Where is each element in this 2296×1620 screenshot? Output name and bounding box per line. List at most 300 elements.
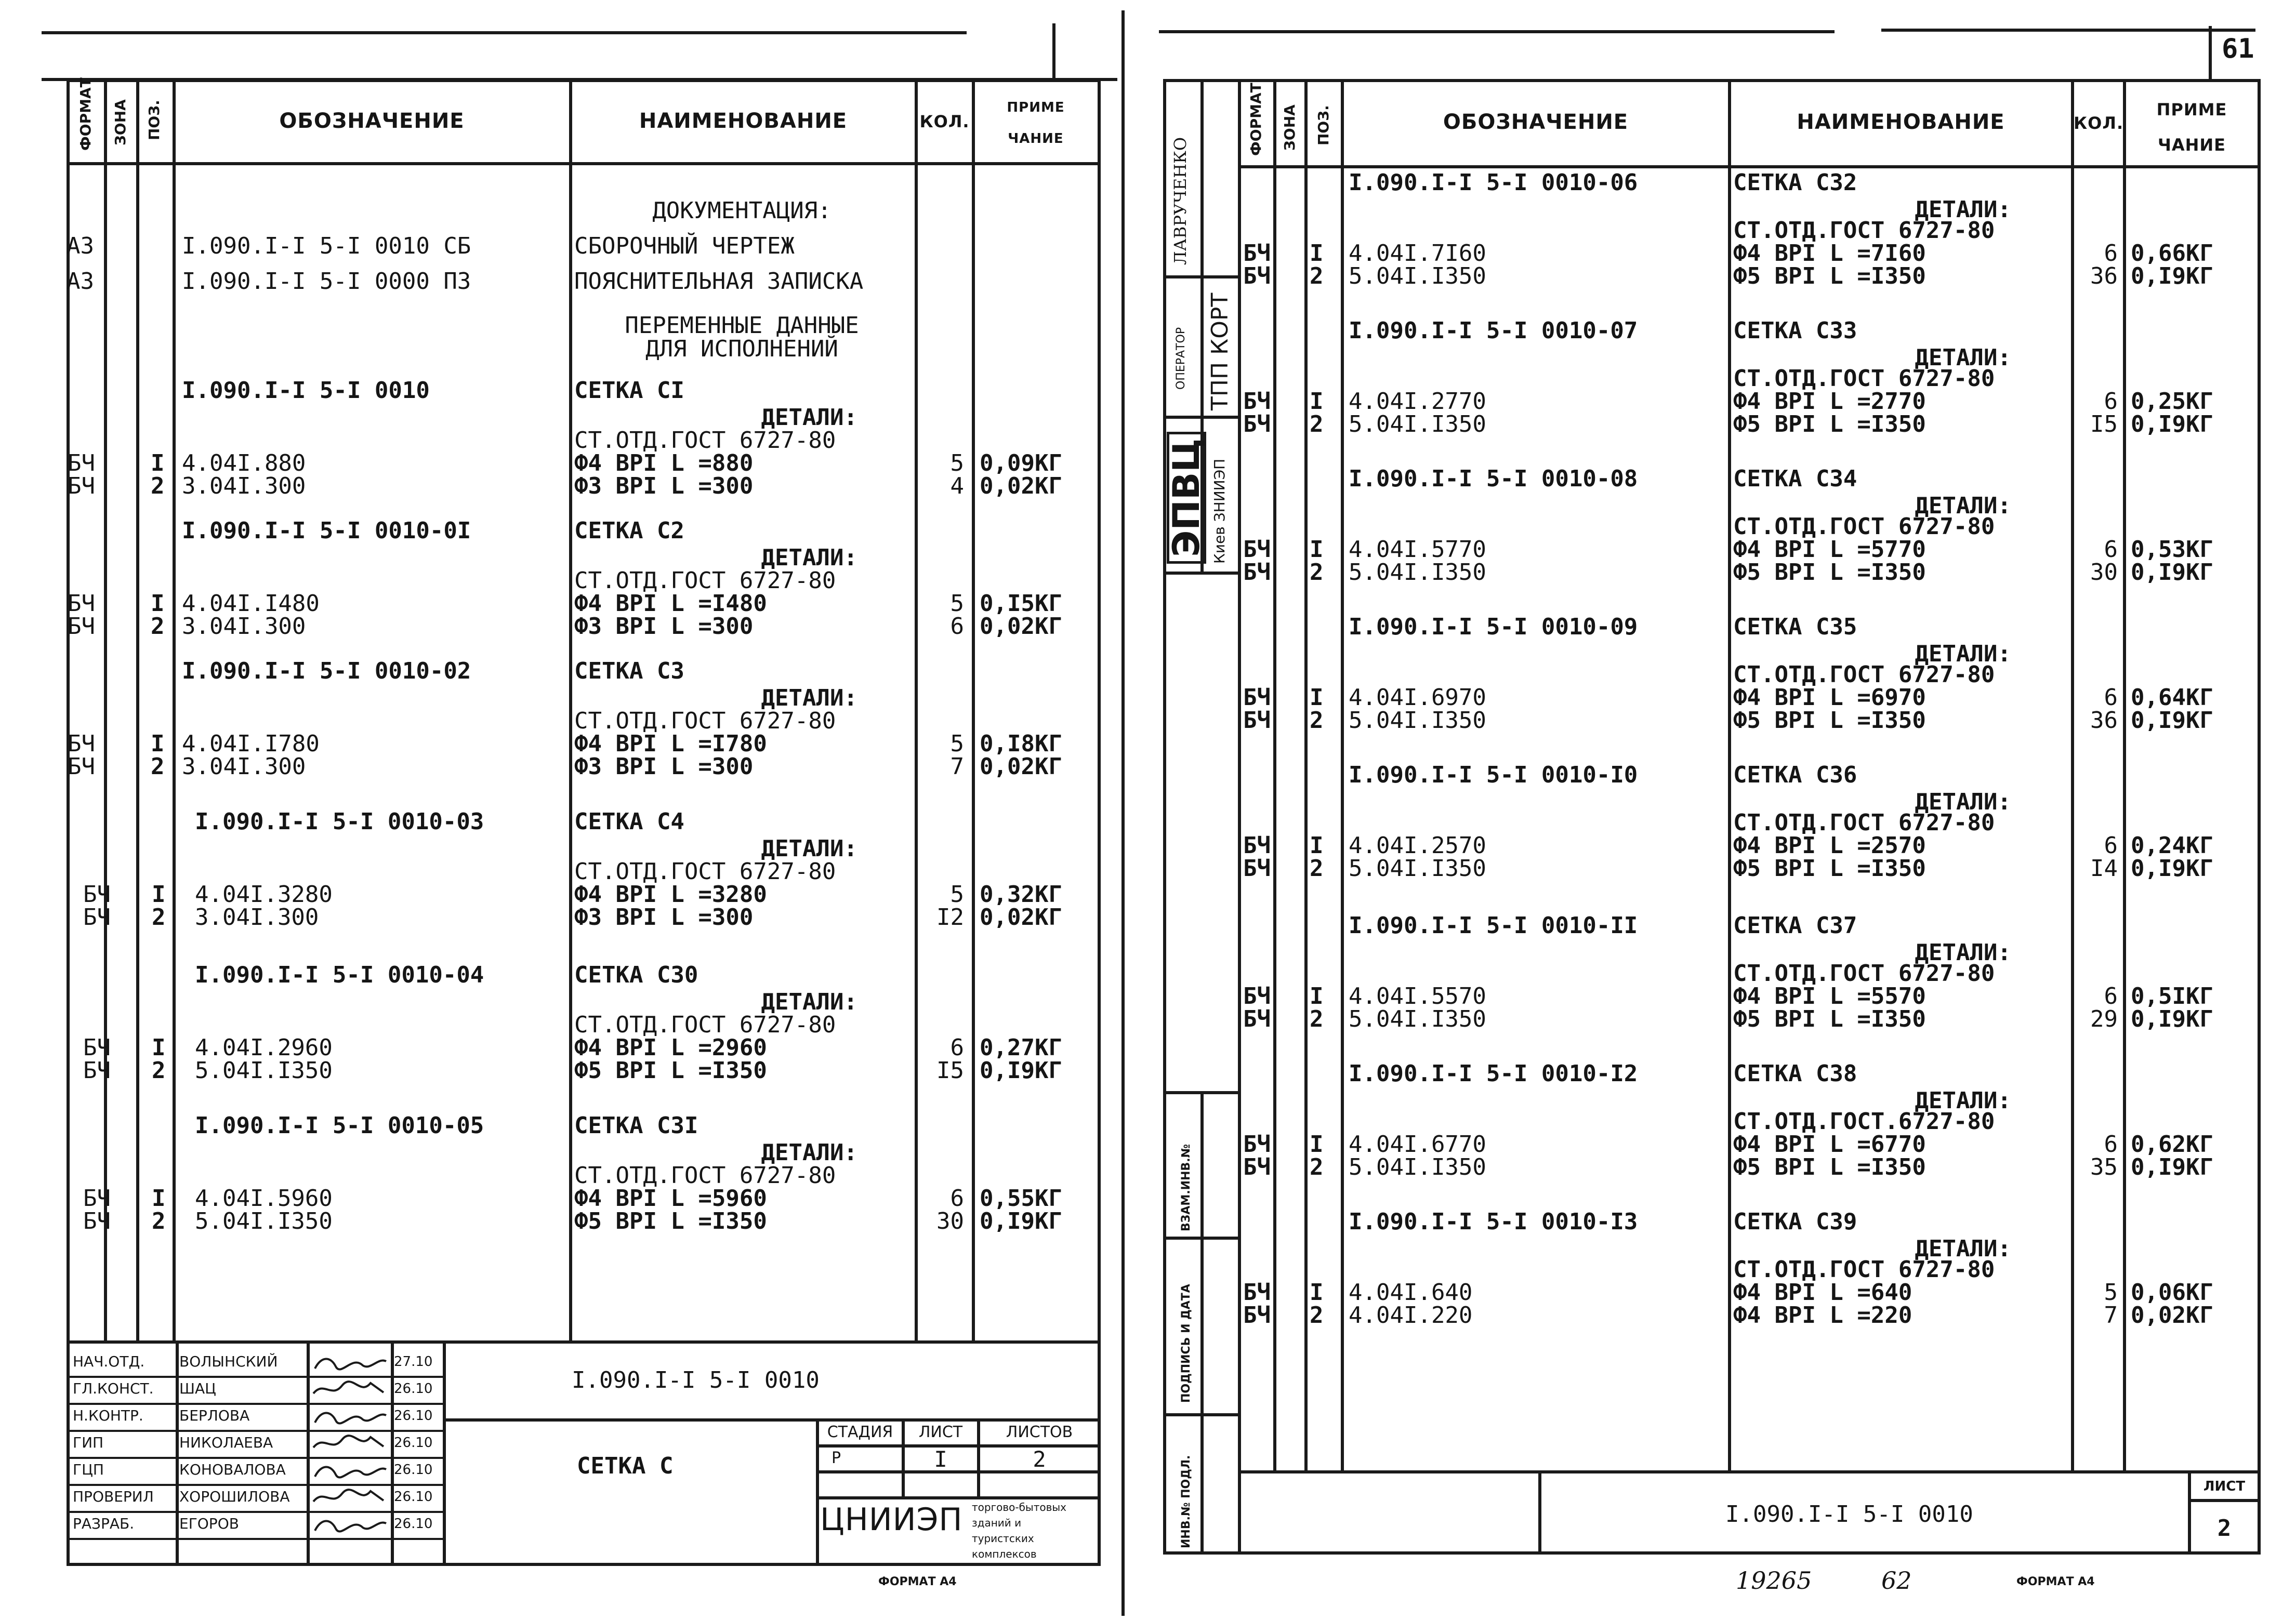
org-desc: туристских xyxy=(972,1532,1034,1545)
item-name: Ф5 ВРI L =I350 xyxy=(1733,855,1926,882)
item-designation: 5.04I.I350 xyxy=(1349,559,1486,586)
item-designation: 5.04I.I350 xyxy=(1349,1006,1486,1032)
item-designation: 5.04I.I350 xyxy=(1349,411,1486,437)
page-number: 61 xyxy=(2222,33,2254,64)
item-note: 0,02КГ xyxy=(980,753,1062,780)
header-name: НАИМЕНОВАНИЕ xyxy=(639,109,848,133)
item-name: Ф4 ВРI L =640 xyxy=(1733,1279,1912,1306)
item-format: БЧ xyxy=(1243,707,1271,734)
item-pos: I xyxy=(1310,832,1324,859)
group-designation: I.090.I-I 5-I 0010-I3 xyxy=(1349,1209,1638,1235)
group-gost: СТ.ОТД.ГОСТ 6727-80 xyxy=(574,708,836,734)
item-qty: 5 xyxy=(950,590,964,617)
item-name: Ф5 ВРI L =I350 xyxy=(574,1208,767,1234)
item-pos: 2 xyxy=(1310,263,1324,289)
item-format: БЧ xyxy=(83,1034,111,1061)
item-note: 0,62КГ xyxy=(2131,1131,2213,1158)
item-pos: I xyxy=(152,1185,166,1212)
title-block-title: СЕТКА С xyxy=(577,1453,674,1479)
item-format: БЧ xyxy=(68,473,95,499)
item-designation: 4.04I.5570 xyxy=(1349,983,1486,1010)
item-name: Ф3 ВРI L =300 xyxy=(574,613,754,640)
item-note: 0,I9КГ xyxy=(2131,559,2213,586)
variable-data-title: ПЕРЕМЕННЫЕ ДАННЫЕ xyxy=(625,312,859,339)
item-name: Ф4 ВРI L =I780 xyxy=(574,731,767,757)
group-gost: СТ.ОТД.ГОСТ.6727-80 xyxy=(1733,1108,1995,1135)
item-designation: 3.04I.300 xyxy=(182,753,306,780)
group-name: СЕТКА С39 xyxy=(1733,1209,1857,1235)
item-qty: 35 xyxy=(2090,1154,2118,1180)
item-qty: 6 xyxy=(2104,536,2118,563)
group-gost: СТ.ОТД.ГОСТ 6727-80 xyxy=(574,1012,836,1038)
group-gost: СТ.ОТД.ГОСТ 6727-80 xyxy=(574,427,836,454)
header-qty: КОЛ. xyxy=(2074,113,2124,133)
group-details-label: ДЕТАЛИ: xyxy=(1915,1087,2011,1114)
footer-doc-code: I.090.I-I 5-I 0010 xyxy=(1725,1501,1973,1528)
sheet-divider xyxy=(1121,10,1125,1616)
item-name: Ф4 ВРI L =2770 xyxy=(1733,388,1926,415)
group-designation: I.090.I-I 5-I 0010-08 xyxy=(1349,466,1638,492)
org-desc: зданий и xyxy=(972,1517,1022,1529)
item-qty: I5 xyxy=(2090,411,2118,437)
item-pos: 2 xyxy=(1310,559,1324,586)
item-name: Ф4 ВРI L =5960 xyxy=(574,1185,767,1212)
item-designation: 4.04I.5770 xyxy=(1349,536,1486,563)
item-format: БЧ xyxy=(1243,1006,1271,1032)
header-zone: ЗОНА xyxy=(1281,104,1298,151)
header-pos: ПОЗ. xyxy=(1315,105,1332,145)
group-name: СЕТКА С30 xyxy=(574,962,698,988)
title-block-role: РАЗРАБ. xyxy=(73,1515,135,1532)
item-qty: 6 xyxy=(2104,983,2118,1010)
title-block-date: 26.10 xyxy=(394,1381,433,1397)
item-pos: 2 xyxy=(151,753,165,780)
item-format: БЧ xyxy=(68,450,95,476)
item-format: БЧ xyxy=(83,1057,111,1084)
doc-format: А3 xyxy=(67,268,94,295)
group-gost: СТ.ОТД.ГОСТ 6727-80 xyxy=(1733,1256,1995,1283)
title-block-person: КОНОВАЛОВА xyxy=(179,1461,286,1478)
item-qty: 6 xyxy=(2104,1131,2118,1158)
item-pos: I xyxy=(152,1034,166,1061)
item-note: 0,I8КГ xyxy=(980,731,1062,757)
group-gost: СТ.ОТД.ГОСТ 6727-80 xyxy=(574,1162,836,1189)
item-pos: 2 xyxy=(151,473,165,499)
item-qty: 5 xyxy=(950,450,964,476)
item-designation: 4.04I.I480 xyxy=(182,590,320,617)
group-gost: СТ.ОТД.ГОСТ 6727-80 xyxy=(574,858,836,885)
item-format: БЧ xyxy=(1243,240,1271,267)
footer-sheet-number: 2 xyxy=(2217,1515,2232,1542)
item-name: Ф4 ВРI L =2570 xyxy=(1733,832,1926,859)
item-pos: 2 xyxy=(1310,855,1324,882)
item-designation: 5.04I.I350 xyxy=(1349,707,1486,734)
item-designation: 5.04I.I350 xyxy=(195,1208,333,1234)
sheet-label: ЛИСТ xyxy=(918,1423,963,1441)
group-details-label: ДЕТАЛИ: xyxy=(1915,641,2011,667)
item-note: 0,I9КГ xyxy=(980,1057,1062,1084)
title-block-date: 26.10 xyxy=(394,1408,433,1424)
item-qty: 6 xyxy=(950,1185,964,1212)
header-format: ФОРМАТ xyxy=(77,77,94,151)
group-designation: I.090.I-I 5-I 0010-03 xyxy=(195,808,484,835)
item-note: 0,I9КГ xyxy=(2131,855,2213,882)
item-name: Ф4 ВРI L =I480 xyxy=(574,590,767,617)
item-note: 0,25КГ xyxy=(2131,388,2213,415)
title-block-role: ГЛ.КОНСТ. xyxy=(73,1380,154,1397)
group-designation: I.090.I-I 5-I 0010-06 xyxy=(1349,169,1638,196)
item-designation: 4.04I.220 xyxy=(1349,1302,1473,1329)
side-stamp-org-sub: Киев ЗНИИЭП xyxy=(1211,458,1228,564)
handwritten-number: 19265 xyxy=(1736,1566,1812,1595)
item-name: Ф5 ВРI L =I350 xyxy=(1733,707,1926,734)
item-qty: 7 xyxy=(2104,1302,2118,1329)
header-qty: КОЛ. xyxy=(919,112,970,131)
group-details-label: ДЕТАЛИ: xyxy=(761,404,857,431)
header-format: ФОРМАТ xyxy=(1247,83,1264,156)
group-designation: I.090.I-I 5-I 0010-I0 xyxy=(1349,762,1638,788)
item-name: Ф4 ВРI L =220 xyxy=(1733,1302,1912,1329)
group-name: СЕТКА С3I xyxy=(574,1112,698,1139)
item-format: БЧ xyxy=(1243,1302,1271,1329)
group-name: СЕТКА С34 xyxy=(1733,466,1857,492)
doc-name: СБОРОЧНЫЙ ЧЕРТЕЖ xyxy=(574,233,795,259)
group-designation: I.090.I-I 5-I 0010-05 xyxy=(195,1112,484,1139)
item-name: Ф5 ВРI L =I350 xyxy=(574,1057,767,1084)
side-stamp-name: ЛАВРУЧЕНКО xyxy=(1170,137,1190,265)
group-details-label: ДЕТАЛИ: xyxy=(1915,344,2011,371)
item-designation: 4.04I.6970 xyxy=(1349,684,1486,711)
item-note: 0,I9КГ xyxy=(2131,1006,2213,1032)
group-details-label: ДЕТАЛИ: xyxy=(1915,939,2011,966)
group-gost: СТ.ОТД.ГОСТ 6727-80 xyxy=(574,567,836,594)
item-name: Ф4 ВРI L =2960 xyxy=(574,1034,767,1061)
org-desc: комплексов xyxy=(972,1548,1037,1560)
title-block-date: 26.10 xyxy=(394,1435,433,1451)
org-name: ЦНИИЭП xyxy=(820,1502,963,1538)
item-qty: 6 xyxy=(2104,684,2118,711)
doc-format: А3 xyxy=(67,233,94,259)
header-name: НАИМЕНОВАНИЕ xyxy=(1797,110,2005,134)
item-qty: 36 xyxy=(2090,263,2118,289)
item-designation: 3.04I.300 xyxy=(195,904,319,931)
item-designation: 5.04I.I350 xyxy=(1349,1154,1486,1180)
signature-icon xyxy=(311,1432,389,1455)
group-designation: I.090.I-I 5-I 0010-0I xyxy=(182,517,471,544)
item-note: 0,I9КГ xyxy=(2131,411,2213,437)
item-format: БЧ xyxy=(83,881,111,908)
group-gost: СТ.ОТД.ГОСТ 6727-80 xyxy=(1733,809,1995,836)
side-stamp-operator: ОПЕРАТОР xyxy=(1175,327,1187,390)
group-designation: I.090.I-I 5-I 0010-07 xyxy=(1349,317,1638,344)
stage-label: СТАДИЯ xyxy=(827,1423,893,1441)
group-name: СЕТКА С35 xyxy=(1733,614,1857,640)
right-spec-table xyxy=(1163,79,2261,1555)
group-name: СЕТКА С36 xyxy=(1733,762,1857,788)
item-name: Ф3 ВРI L =300 xyxy=(574,473,754,499)
side-stamp-org: ЭПВЦ xyxy=(1167,432,1206,564)
item-designation: 4.04I.2960 xyxy=(195,1034,333,1061)
item-pos: I xyxy=(1310,684,1324,711)
item-format: БЧ xyxy=(83,904,111,931)
signature-icon xyxy=(311,1405,389,1428)
item-pos: 2 xyxy=(1310,1302,1324,1329)
item-designation: 4.04I.I780 xyxy=(182,731,320,757)
group-designation: I.090.I-I 5-I 0010-04 xyxy=(195,962,484,988)
item-note: 0,I9КГ xyxy=(2131,1154,2213,1180)
signature-icon xyxy=(311,1486,389,1509)
item-note: 0,64КГ xyxy=(2131,684,2213,711)
item-pos: 2 xyxy=(1310,411,1324,437)
item-qty: 6 xyxy=(2104,388,2118,415)
item-designation: 4.04I.3280 xyxy=(195,881,333,908)
group-designation: I.090.I-I 5-I 0010-I2 xyxy=(1349,1060,1638,1087)
title-block-date: 26.10 xyxy=(394,1489,433,1505)
title-block-date: 26.10 xyxy=(394,1462,433,1478)
title-block-doc-code: I.090.I-I 5-I 0010 xyxy=(572,1367,820,1393)
group-gost: СТ.ОТД.ГОСТ 6727-80 xyxy=(1733,217,1995,244)
item-note: 0,I9КГ xyxy=(2131,707,2213,734)
item-qty: 5 xyxy=(950,731,964,757)
item-format: БЧ xyxy=(68,590,95,617)
title-block-role: ПРОВЕРИЛ xyxy=(73,1488,154,1505)
format-label: ФОРМАТ А4 xyxy=(878,1575,957,1588)
item-format: БЧ xyxy=(1243,536,1271,563)
item-name: Ф4 ВРI L =3280 xyxy=(574,881,767,908)
item-qty: 6 xyxy=(950,613,964,640)
item-pos: I xyxy=(1310,240,1324,267)
title-block-person: ЕГОРОВ xyxy=(179,1515,239,1532)
item-note: 0,02КГ xyxy=(980,613,1062,640)
item-note: 0,09КГ xyxy=(980,450,1062,476)
item-format: БЧ xyxy=(83,1208,111,1234)
item-note: 0,53КГ xyxy=(2131,536,2213,563)
sheet-value: I xyxy=(934,1446,947,1472)
header-designation: ОБОЗНАЧЕНИЕ xyxy=(279,109,465,133)
side-field-sign-date: ПОДПИСЬ И ДАТА xyxy=(1180,1284,1193,1403)
header-note-1: ПРИМЕ xyxy=(1007,100,1065,115)
item-format: БЧ xyxy=(1243,388,1271,415)
item-name: Ф4 ВРI L =6970 xyxy=(1733,684,1926,711)
item-designation: 4.04I.2570 xyxy=(1349,832,1486,859)
item-designation: 3.04I.300 xyxy=(182,613,306,640)
sheets-label: ЛИСТОВ xyxy=(1006,1423,1073,1441)
item-designation: 4.04I.7I60 xyxy=(1349,240,1486,267)
item-designation: 5.04I.I350 xyxy=(195,1057,333,1084)
group-details-label: ДЕТАЛИ: xyxy=(761,835,857,862)
item-pos: I xyxy=(151,590,165,617)
group-details-label: ДЕТАЛИ: xyxy=(761,685,857,711)
group-designation: I.090.I-I 5-I 0010-02 xyxy=(182,658,471,684)
doc-designation: I.090.I-I 5-I 0010 СБ xyxy=(182,233,471,259)
title-block-role: НАЧ.ОТД. xyxy=(73,1353,145,1370)
item-format: БЧ xyxy=(1243,855,1271,882)
item-pos: 2 xyxy=(152,904,166,931)
item-name: Ф4 ВРI L =880 xyxy=(574,450,754,476)
item-qty: 5 xyxy=(950,881,964,908)
item-pos: I xyxy=(1310,983,1324,1010)
group-name: СЕТКА С37 xyxy=(1733,912,1857,939)
item-note: 0,I9КГ xyxy=(980,1208,1062,1234)
item-name: Ф4 ВРI L =6770 xyxy=(1733,1131,1926,1158)
group-gost: СТ.ОТД.ГОСТ 6727-80 xyxy=(1733,513,1995,540)
item-name: Ф4 ВРI L =7I60 xyxy=(1733,240,1926,267)
item-pos: I xyxy=(1310,1279,1324,1306)
item-pos: I xyxy=(151,731,165,757)
group-name: СЕТКА С2 xyxy=(574,517,684,544)
signature-icon xyxy=(311,1378,389,1401)
item-format: БЧ xyxy=(1243,684,1271,711)
title-block-role: Н.КОНТР. xyxy=(73,1407,143,1424)
group-designation: I.090.I-I 5-I 0010-09 xyxy=(1349,614,1638,640)
group-name: СЕТКА С38 xyxy=(1733,1060,1857,1087)
item-pos: 2 xyxy=(152,1208,166,1234)
item-name: Ф4 ВРI L =5770 xyxy=(1733,536,1926,563)
item-note: 0,02КГ xyxy=(980,473,1062,499)
doc-designation: I.090.I-I 5-I 0000 ПЗ xyxy=(182,268,471,295)
item-format: БЧ xyxy=(1243,1279,1271,1306)
group-name: СЕТКА С3 xyxy=(574,658,684,684)
title-block-person: НИКОЛАЕВА xyxy=(179,1434,273,1451)
item-note: 0,66КГ xyxy=(2131,240,2213,267)
signature-icon xyxy=(311,1459,389,1482)
item-format: БЧ xyxy=(1243,832,1271,859)
group-details-label: ДЕТАЛИ: xyxy=(1915,196,2011,223)
title-block-person: ШАЦ xyxy=(179,1380,216,1397)
item-designation: 3.04I.300 xyxy=(182,473,306,499)
item-qty: 29 xyxy=(2090,1006,2118,1032)
item-designation: 4.04I.2770 xyxy=(1349,388,1486,415)
title-block-person: ХОРОШИЛОВА xyxy=(179,1488,290,1505)
item-pos: I xyxy=(1310,536,1324,563)
item-note: 0,I5КГ xyxy=(980,590,1062,617)
side-field-original-inv: ИНВ.№ ПОДЛ. xyxy=(1180,1455,1193,1548)
item-designation: 4.04I.880 xyxy=(182,450,306,476)
item-pos: 2 xyxy=(152,1057,166,1084)
item-pos: I xyxy=(1310,1131,1324,1158)
title-block-date: 27.10 xyxy=(394,1354,433,1370)
item-name: Ф3 ВРI L =300 xyxy=(574,904,754,931)
title-block-date: 26.10 xyxy=(394,1516,433,1532)
item-format: БЧ xyxy=(68,613,95,640)
item-note: 0,02КГ xyxy=(980,904,1062,931)
side-stamp-dept: ТПП КОРТ xyxy=(1207,293,1233,410)
group-designation: I.090.I-I 5-I 0010-II xyxy=(1349,912,1638,939)
signature-icon xyxy=(311,1351,389,1374)
item-qty: 30 xyxy=(2090,559,2118,586)
sheets-value: 2 xyxy=(1033,1446,1046,1472)
item-format: БЧ xyxy=(1243,411,1271,437)
handwritten-page: 62 xyxy=(1881,1566,1912,1595)
group-designation: I.090.I-I 5-I 0010 xyxy=(182,377,430,404)
header-note-2: ЧАНИЕ xyxy=(1008,131,1064,147)
item-name: Ф3 ВРI L =300 xyxy=(574,753,754,780)
item-name: Ф5 ВРI L =I350 xyxy=(1733,559,1926,586)
item-qty: 4 xyxy=(950,473,964,499)
item-pos: 2 xyxy=(1310,1154,1324,1180)
group-name: СЕТКА С33 xyxy=(1733,317,1857,344)
item-note: 0,55КГ xyxy=(980,1185,1062,1212)
doc-section-title: ДОКУМЕНТАЦИЯ: xyxy=(652,197,832,224)
item-name: Ф5 ВРI L =I350 xyxy=(1733,411,1926,437)
group-gost: СТ.ОТД.ГОСТ 6727-80 xyxy=(1733,365,1995,392)
group-name: СЕТКА С32 xyxy=(1733,169,1857,196)
header-note-1: ПРИМЕ xyxy=(2156,100,2227,119)
item-qty: 7 xyxy=(950,753,964,780)
item-note: 0,32КГ xyxy=(980,881,1062,908)
item-name: Ф4 ВРI L =5570 xyxy=(1733,983,1926,1010)
group-name: СЕТКА С4 xyxy=(574,808,684,835)
group-name: СЕТКА СI xyxy=(574,377,684,404)
item-pos: I xyxy=(151,450,165,476)
item-qty: 36 xyxy=(2090,707,2118,734)
item-pos: I xyxy=(152,881,166,908)
item-note: 0,24КГ xyxy=(2131,832,2213,859)
item-qty: 5 xyxy=(2104,1279,2118,1306)
title-block-role: ГИП xyxy=(73,1434,104,1451)
variable-data-title: ДЛЯ ИСПОЛНЕНИЙ xyxy=(645,336,838,362)
group-details-label: ДЕТАЛИ: xyxy=(1915,789,2011,815)
item-format: БЧ xyxy=(68,753,95,780)
doc-name: ПОЯСНИТЕЛЬНАЯ ЗАПИСКА xyxy=(574,268,864,295)
side-field-replaced-inv: ВЗАМ.ИНВ.№ xyxy=(1180,1144,1193,1231)
item-note: 0,02КГ xyxy=(2131,1302,2213,1329)
item-designation: 5.04I.I350 xyxy=(1349,263,1486,289)
item-name: Ф5 ВРI L =I350 xyxy=(1733,1006,1926,1032)
item-format: БЧ xyxy=(1243,263,1271,289)
title-block-person: ВОЛЫНСКИЙ xyxy=(179,1353,278,1370)
item-designation: 4.04I.6770 xyxy=(1349,1131,1486,1158)
org-desc: торгово-бытовых xyxy=(972,1501,1066,1513)
item-name: Ф5 ВРI L =I350 xyxy=(1733,1154,1926,1180)
item-pos: 2 xyxy=(1310,1006,1324,1032)
group-details-label: ДЕТАЛИ: xyxy=(761,545,857,571)
title-block-role: ГЦП xyxy=(73,1461,104,1478)
header-note-2: ЧАНИЕ xyxy=(2157,135,2226,155)
item-pos: 2 xyxy=(151,613,165,640)
item-format: БЧ xyxy=(68,731,95,757)
item-note: 0,27КГ xyxy=(980,1034,1062,1061)
item-designation: 4.04I.5960 xyxy=(195,1185,333,1212)
group-details-label: ДЕТАЛИ: xyxy=(761,989,857,1015)
item-qty: I2 xyxy=(936,904,964,931)
stage-value: Р xyxy=(832,1449,841,1467)
group-gost: СТ.ОТД.ГОСТ 6727-80 xyxy=(1733,661,1995,688)
item-format: БЧ xyxy=(83,1185,111,1212)
footer-sheet-label: ЛИСТ xyxy=(2203,1479,2246,1494)
item-note: 0,06КГ xyxy=(2131,1279,2213,1306)
item-qty: I4 xyxy=(2090,855,2118,882)
item-note: 0,I9КГ xyxy=(2131,263,2213,289)
item-note: 0,5IКГ xyxy=(2131,983,2213,1010)
item-qty: 6 xyxy=(950,1034,964,1061)
item-qty: 6 xyxy=(2104,832,2118,859)
item-pos: I xyxy=(1310,388,1324,415)
group-details-label: ДЕТАЛИ: xyxy=(761,1139,857,1166)
signature-icon xyxy=(311,1513,389,1536)
item-qty: 6 xyxy=(2104,240,2118,267)
header-designation: ОБОЗНАЧЕНИЕ xyxy=(1443,110,1629,134)
header-pos: ПОЗ. xyxy=(146,100,163,140)
group-details-label: ДЕТАЛИ: xyxy=(1915,1236,2011,1262)
header-zone: ЗОНА xyxy=(112,99,129,145)
item-qty: 30 xyxy=(936,1208,964,1234)
item-qty: I5 xyxy=(936,1057,964,1084)
group-gost: СТ.ОТД.ГОСТ 6727-80 xyxy=(1733,960,1995,987)
item-designation: 4.04I.640 xyxy=(1349,1279,1473,1306)
item-format: БЧ xyxy=(1243,983,1271,1010)
item-format: БЧ xyxy=(1243,559,1271,586)
